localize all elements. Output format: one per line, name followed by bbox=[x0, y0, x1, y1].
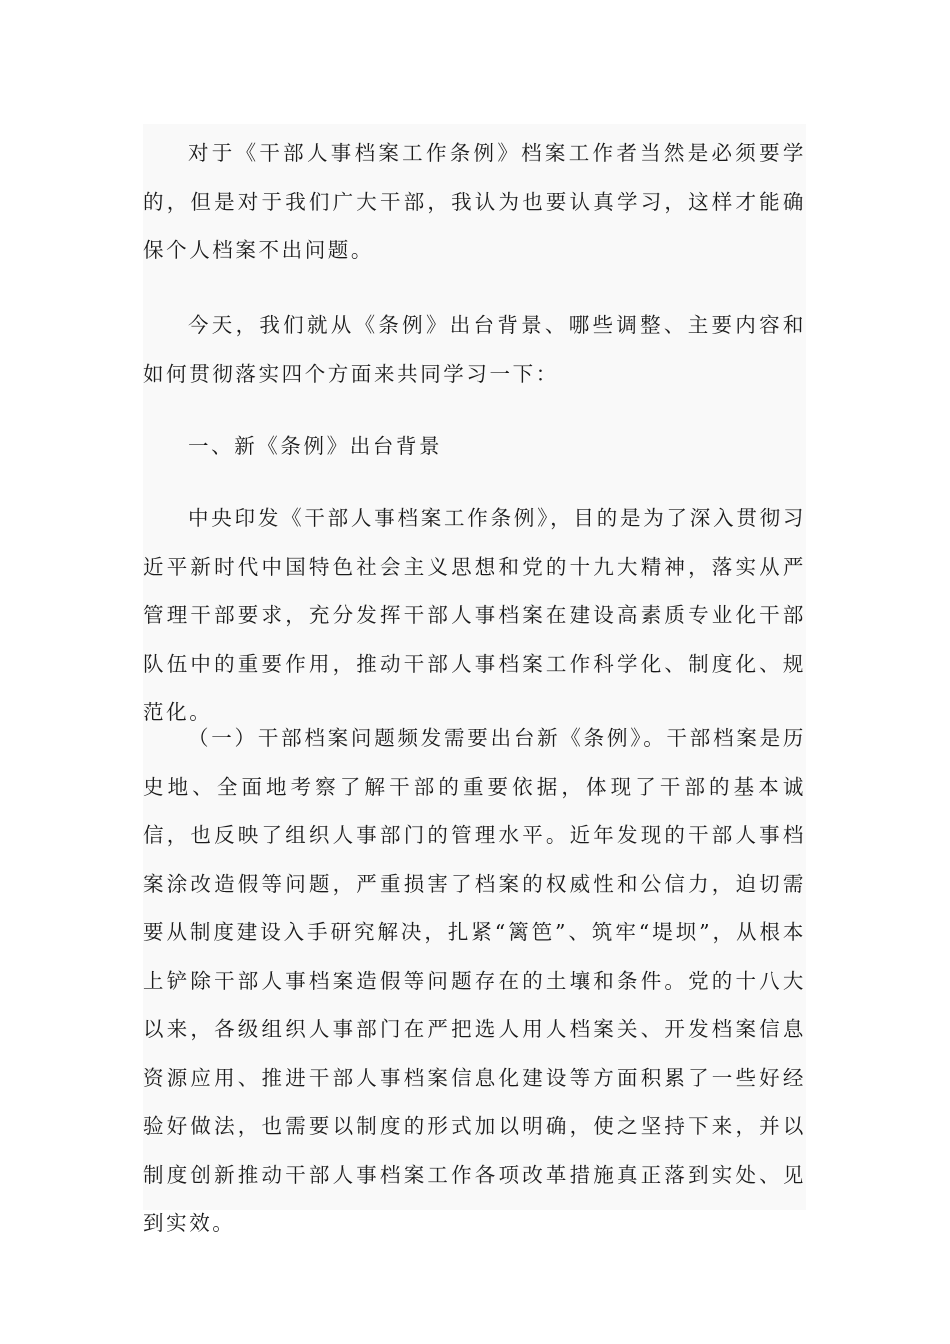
paragraph-intro: 对于《干部人事档案工作条例》档案工作者当然是必须要学的，但是对于我们广大干部，我认为也要认真学习，这样才能确保个人档案不出问题。 bbox=[143, 141, 806, 262]
section-heading: 一、新《条例》出台背景 bbox=[188, 434, 443, 458]
paragraph-background: 中央印发《干部人事档案工作条例》，目的是为了深入贯彻习近平新时代中国特色社会主义思想和党的十九大精神，落实从严管理干部要求，充分发挥干部人事档案在建设高素质专业化干部队伍中的重要作用，推动干部人事档案工作科学化、制度化、规范化。 bbox=[143, 506, 806, 724]
document-body bbox=[143, 124, 806, 1235]
paragraph-subsection-one: （一）干部档案问题频发需要出台新《条例》。干部档案是历史地、全面地考察了解干部的重要依据，体现了干部的基本诚信，也反映了组织人事部门的管理水平。近年发现的干部人事档案涂改造假等问题，严重损害了档案的权威性和公信力，迫切需要从制度建设入手研究解决，扎紧“篱笆”、筑牢“堤坝”，从根本上铲除干部人事档案造假等问题存在的土壤和条件。党的十八大以来，各级组织人事部门在严把选人用人档案关、开发档案信息资源应用、推进干部人事档案信息化建设等方面积累了一些好经验好做法，也需要以制度的形式加以明确，使之坚持下来，并以制度创新推动干部人事档案工作各项改革措施真正落到实处、见到实效。 bbox=[143, 726, 806, 1235]
paragraph-overview: 今天，我们就从《条例》出台背景、哪些调整、主要内容和如何贯彻落实四个方面来共同学习一下： bbox=[143, 313, 806, 386]
